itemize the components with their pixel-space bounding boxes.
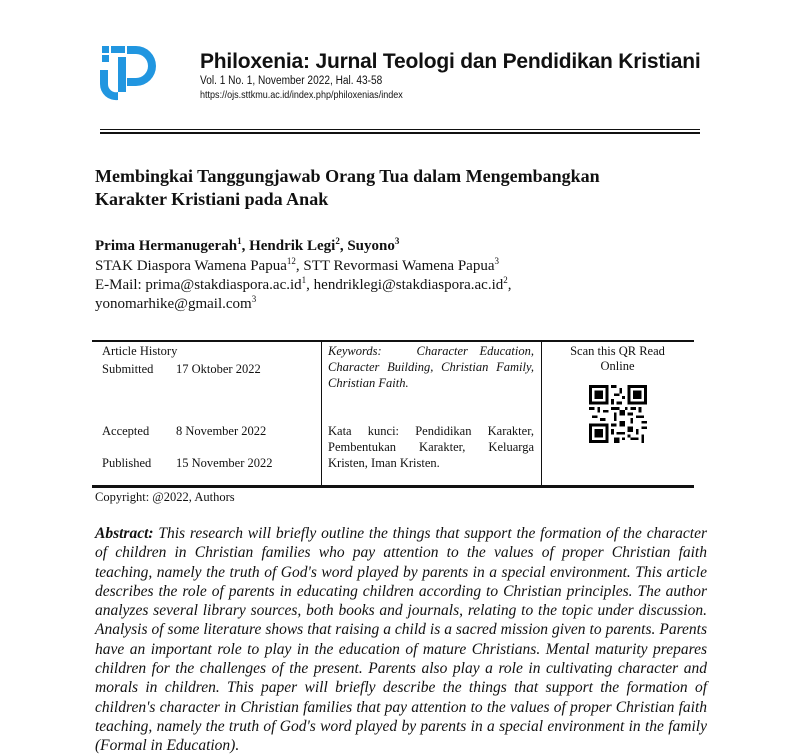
- table-divider: [321, 341, 322, 485]
- author-name: Prima Hermanugerah: [95, 238, 238, 254]
- submitted-label: Submitted: [102, 362, 154, 376]
- table-bottom-border: [92, 485, 694, 488]
- author-emails: E-Mail: $prima@stakdiaspora.ac.id^1$, $hendriklegi@stakdiaspora.ac.id^2$, yonomarhike@gmail.com$^3$: [95, 275, 512, 312]
- journal-header: [200, 50, 701, 101]
- abstract-label: Abstract:: [95, 525, 154, 542]
- abstract: [95, 524, 707, 756]
- published-date: 15 November 2022: [176, 456, 273, 470]
- accepted-date: 8 November 2022: [176, 424, 267, 438]
- table-divider: [541, 341, 542, 485]
- email-link[interactable]: hendriklegi@stakdiaspora.ac.id: [313, 277, 504, 293]
- email-link[interactable]: yonomarhike@gmail.com: [95, 296, 252, 312]
- journal-url[interactable]: https://ojs.sttkmu.ac.id/index.php/philoxenias/index: [200, 89, 403, 101]
- abstract-text: This research will briefly outline the things that support the formation of the character of children in Christian families who pay attention to the values of proper Christian faith teaching, namely the truth of God's word played by parents in a special environment. This article describes the role of parents in educating children according to Christian principles. The author analyzes several library sources, both books and journals, relating to the topic under discussion. Analysis of some literature shows that raising a child is a sacred mission given to parents. Parents have an important role to play in the education of mature Christians. Mental maturity prepares children for the challenges of the present. Parents also play a role in cultivating character and morals in children. This paper will briefly describe the things that support the formation of children's character in Christian families that pay attention to the values of proper Christian faith teaching, namely the truth of God's word played by parents in a special environment in the family (Formal in Education).: [95, 525, 707, 755]
- journal-logo: [96, 40, 160, 104]
- journal-volume: Vol. 1 No. 1, November 2022, Hal. 43-58: [200, 75, 383, 87]
- qr-code-icon[interactable]: [589, 385, 647, 443]
- qr-caption: Scan this QR Read Online: [570, 344, 665, 373]
- submitted-date: 17 Oktober 2022: [176, 362, 261, 376]
- published-label: Published: [102, 456, 152, 470]
- author-list: Prima Hermanugerah$^1$, Hendrik Legi$^2$, Suyono$^3$: [95, 236, 400, 254]
- journal-title: Philoxenia: Jurnal Teologi dan Pendidikan Kristiani: [200, 50, 701, 73]
- author-name: Hendrik Legi: [249, 238, 336, 254]
- history-header: Article History: [102, 344, 178, 358]
- header-divider-thin: [100, 129, 700, 130]
- table-top-border: [92, 340, 694, 342]
- accepted-label: Accepted: [102, 424, 150, 438]
- copyright: Copyright: @2022, Authors: [95, 490, 235, 504]
- email-link[interactable]: prima@stakdiaspora.ac.id: [145, 277, 302, 293]
- article-title: Membingkai Tanggungjawab Orang Tua dalam Mengembangkan Karakter Kristiani pada Anak: [95, 166, 600, 209]
- author-name: Suyono: [347, 238, 395, 254]
- header-divider-thick: [100, 132, 700, 134]
- affiliations: STAK Diaspora Wamena Papua$^{12}$, STT Revormasi Wamena Papua$^3$: [95, 256, 499, 274]
